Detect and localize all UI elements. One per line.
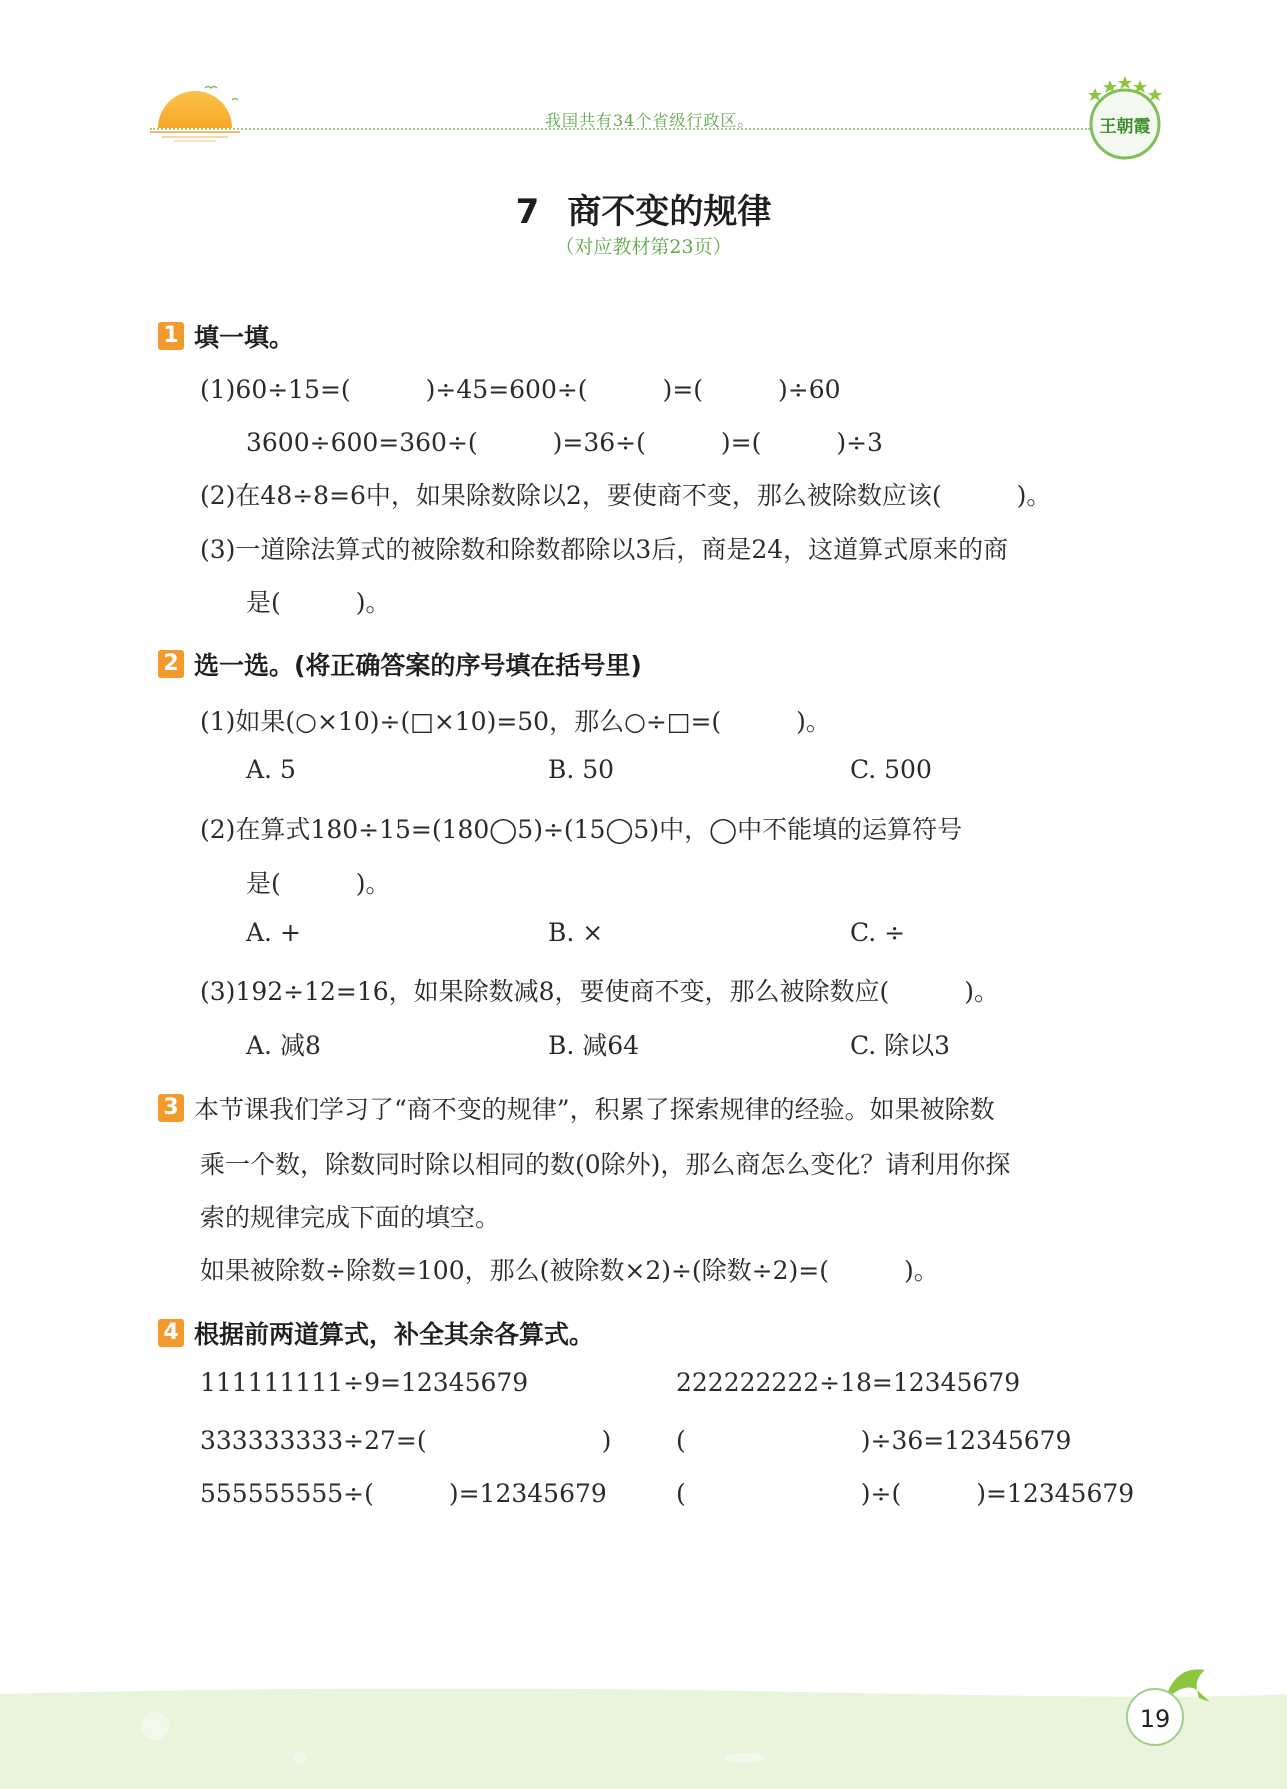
- q2-p2a: (2)在算式180÷15=(180◯5)÷(15◯5)中，◯中不能填的运算符号: [200, 815, 963, 844]
- q1-heading: 1 填一填。: [158, 318, 294, 354]
- q3-line-4: 如果被除数÷除数=100，那么(被除数×2)÷(除数÷2)=( )。: [200, 1256, 939, 1285]
- q3-line-3: 索的规律完成下面的填空。: [200, 1203, 501, 1232]
- q1-badge: 1: [158, 322, 184, 350]
- q1-line-5: 是( )。: [246, 588, 391, 617]
- q4-row1-left: 111111111÷9=12345679: [200, 1368, 529, 1397]
- q3-line-2: 乘一个数，除数同时除以相同的数(0除外)，那么商怎么变化？请利用你探: [200, 1150, 1011, 1179]
- q2-p1-option-b: B. 50: [548, 755, 615, 784]
- q2-p1-option-a: A. 5: [246, 755, 296, 784]
- footer-background: [0, 1688, 1287, 1789]
- page-title: 7 商不变的规律: [515, 192, 772, 232]
- q2-p2b: 是( )。: [246, 869, 391, 898]
- page-number: 19: [1126, 1688, 1184, 1746]
- q2-p2-option-a: A. +: [246, 918, 301, 947]
- q2-p3-option-a: A. 减8: [246, 1031, 321, 1060]
- page-subtitle: （对应教材第23页）: [555, 236, 732, 258]
- header-fact: 我国共有34个省级行政区。: [545, 111, 755, 130]
- q2-p3-option-c: C. 除以3: [850, 1031, 951, 1060]
- q3-first-line: 3 本节课我们学习了“商不变的规律”，积累了探索规律的经验。如果被除数: [158, 1090, 995, 1126]
- q4-heading: 4 根据前两道算式，补全其余各算式。: [158, 1315, 594, 1351]
- sunset-icon: [150, 82, 240, 142]
- brand-logo-icon: [1082, 72, 1168, 164]
- q2-p1: (1)如果(○×10)÷(□×10)=50，那么○÷□=( )。: [200, 707, 831, 736]
- q2-p3-option-b: B. 减64: [548, 1031, 640, 1060]
- q1-line-4: (3)一道除法算式的被除数和除数都除以3后，商是24，这道算式原来的商: [200, 535, 1009, 564]
- q2-p3: (3)192÷12=16，如果除数减8，要使商不变，那么被除数应( )。: [200, 977, 1000, 1006]
- q4-row2-left: 333333333÷27=( ): [200, 1426, 612, 1455]
- q3-badge: 3: [158, 1094, 184, 1122]
- q4-row3-left: 555555555÷( )=12345679: [200, 1479, 607, 1508]
- q2-p1-option-c: C. 500: [850, 755, 932, 784]
- svg-text:王朝霞: 王朝霞: [1099, 117, 1151, 137]
- q2-p2-option-c: C. ÷: [850, 918, 906, 947]
- q4-row2-right: ( )÷36=12345679: [676, 1426, 1072, 1455]
- q2-p2-option-b: B. ×: [548, 918, 604, 947]
- q1-line-3: (2)在48÷8=6中，如果除数除以2，要使商不变，那么被除数应该( )。: [200, 481, 1052, 510]
- q4-badge: 4: [158, 1319, 184, 1347]
- q2-badge: 2: [158, 650, 184, 678]
- q4-row3-right: ( )÷( )=12345679: [676, 1479, 1135, 1508]
- q1-line-2: 3600÷600=360÷( )=36÷( )=( )÷3: [246, 428, 883, 457]
- q1-line-1: (1)60÷15=( )÷45=600÷( )=( )÷60: [200, 375, 841, 404]
- q2-heading: 2 选一选。(将正确答案的序号填在括号里): [158, 646, 642, 682]
- q4-row1-right: 222222222÷18=12345679: [676, 1368, 1021, 1397]
